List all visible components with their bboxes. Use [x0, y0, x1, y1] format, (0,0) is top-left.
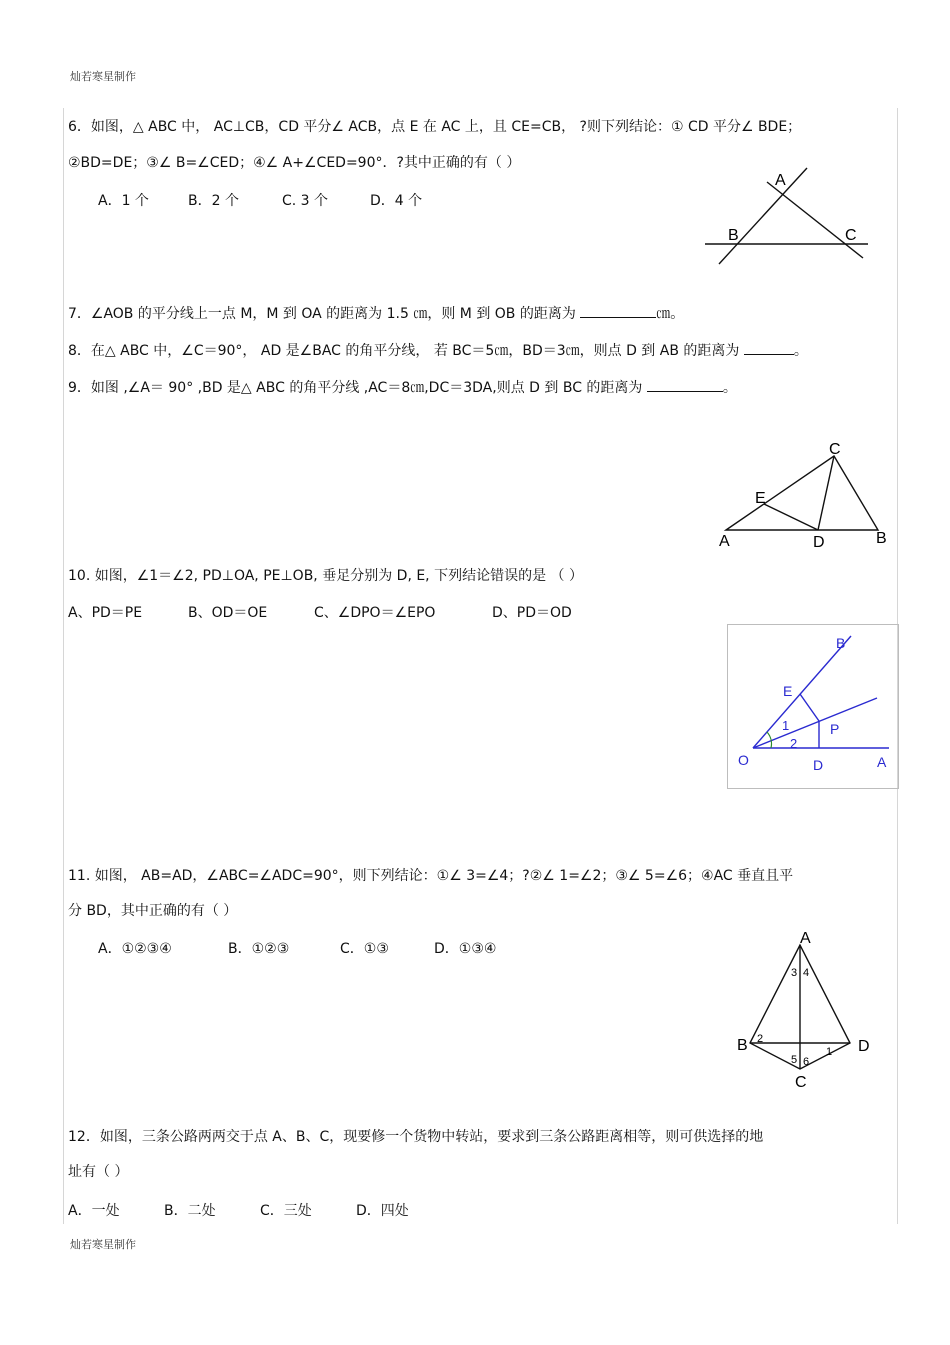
q8-question: 8．在△ ABC 中，∠C＝90°， AD 是∠BAC 的角平分线， 若 BC＝5㎝，BD＝3㎝，则点 D 到 AB 的距离为 — [68, 343, 740, 359]
q12-text-line2: 址有（ ） — [68, 1164, 129, 1180]
q9-label-e: E — [755, 490, 766, 507]
q10-label-b: B — [836, 635, 846, 651]
q11-label-3: 3 — [791, 967, 798, 979]
q7-text — [68, 303, 684, 323]
q6-option-a: A．1 个 — [98, 193, 149, 209]
q6-figure — [695, 160, 880, 270]
q6-label-b: B — [728, 227, 739, 244]
q11-label-5: 5 — [791, 1054, 798, 1066]
q8-answer-blank[interactable] — [744, 340, 794, 355]
q10-label-a: A — [877, 754, 887, 770]
q11-option-c: C．①③ — [340, 941, 389, 957]
q12-option-d: D．四处 — [356, 1203, 409, 1219]
q11-label-c: C — [795, 1074, 807, 1091]
q9-answer-blank[interactable] — [647, 377, 723, 392]
q9-question: 9．如图 ,∠A＝ 90° ,BD 是△ ABC 的角平分线 ,AC＝8㎝,DC＝3DA,则点 D 到 BC 的距离为 — [68, 380, 643, 396]
q12-option-c: C．三处 — [260, 1203, 312, 1219]
q11-label-1: 1 — [826, 1046, 833, 1058]
q10-option-b: B、OD＝OE — [188, 605, 268, 621]
q6-option-c: C. 3 个 — [282, 193, 329, 209]
q8-unit: 。 — [793, 343, 808, 359]
q11-label-b: B — [737, 1037, 748, 1054]
q9-unit: 。 — [722, 380, 737, 396]
page-header: 灿若寒星制作 — [70, 70, 136, 83]
q9-label-c: C — [829, 441, 841, 458]
q9-label-b: B — [876, 530, 887, 547]
q7-answer-blank[interactable] — [580, 303, 656, 318]
q11-text-line1: 11. 如图， AB=AD，∠ABC=∠ADC=90°，则下列结论：①∠ 3=∠4；?②∠ 1=∠2；③∠ 5=∠6；④AC 垂直且平 — [68, 868, 794, 884]
q6-option-b: B．2 个 — [188, 193, 239, 209]
q9-figure — [712, 436, 898, 552]
q10-option-d: D、PD＝OD — [492, 605, 572, 621]
q11-label-a: A — [800, 930, 811, 947]
q7-question: 7．∠AOB 的平分线上一点 M，M 到 OA 的距离为 1.5 ㎝，则 M 到 OB 的距离为 — [68, 306, 576, 322]
q9-label-d: D — [813, 534, 825, 551]
q10-line-pe — [800, 694, 819, 721]
q9-line-cd — [818, 456, 834, 530]
q10-option-a: A、PD＝PE — [68, 605, 143, 621]
q11-text-line2: 分 BD，其中正确的有（ ） — [68, 903, 238, 919]
q6-text-line1: 6．如图，△ ABC 中， AC⊥CB，CD 平分∠ ACB，点 E 在 AC 上，且 CE=CB， ?则下列结论：① CD 平分∠ BDE； — [68, 119, 802, 135]
q10-label-e: E — [783, 683, 793, 699]
q11-label-4: 4 — [803, 967, 810, 979]
q9-text — [68, 377, 737, 397]
q6-option-d: D．4 个 — [370, 193, 423, 209]
q11-label-2: 2 — [757, 1033, 764, 1045]
q6-line-ab — [719, 168, 807, 264]
q6-label-a: A — [775, 172, 786, 189]
q10-label-1: 1 — [782, 718, 790, 733]
q8-text — [68, 340, 808, 360]
q10-angle-arc — [767, 732, 771, 748]
q12-text-line1: 12．如图，三条公路两两交于点 A、B、C，现要修一个货物中转站，要求到三条公路距离相等，则可供选择的地 — [68, 1129, 764, 1145]
q11-option-b: B．①②③ — [228, 941, 290, 957]
q12-option-b: B．二处 — [164, 1203, 216, 1219]
q9-triangle-abc — [726, 456, 878, 530]
q11-option-d: D．①③④ — [434, 941, 497, 957]
q10-option-c: C、∠DPO＝∠EPO — [314, 605, 436, 621]
q11-figure — [730, 925, 880, 1095]
q10-text: 10. 如图，∠1＝∠2, PD⊥OA, PE⊥OB, 垂足分别为 D, E, 下列结论错误的是 （ ） — [68, 568, 583, 584]
q9-line-ed — [764, 504, 818, 530]
q6-text-line2: ②BD=DE；③∠ B=∠CED；④∠ A+∠CED=90°．?其中正确的有（ ） — [68, 155, 521, 171]
page-left-border — [63, 108, 64, 1224]
q11-label-d: D — [858, 1038, 870, 1055]
q11-option-a: A．①②③④ — [98, 941, 172, 957]
q10-label-o: O — [738, 752, 749, 768]
q9-label-a: A — [719, 533, 730, 550]
q10-label-2: 2 — [790, 736, 798, 751]
q10-label-d: D — [813, 757, 824, 773]
page-footer: 灿若寒星制作 — [70, 1238, 136, 1251]
q10-figure — [727, 624, 899, 790]
q6-line-ac — [767, 182, 863, 258]
q10-label-p: P — [830, 721, 840, 737]
q7-unit: ㎝。 — [656, 306, 685, 322]
q6-label-c: C — [845, 227, 857, 244]
q12-option-a: A．一处 — [68, 1203, 120, 1219]
q11-label-6: 6 — [803, 1056, 810, 1068]
